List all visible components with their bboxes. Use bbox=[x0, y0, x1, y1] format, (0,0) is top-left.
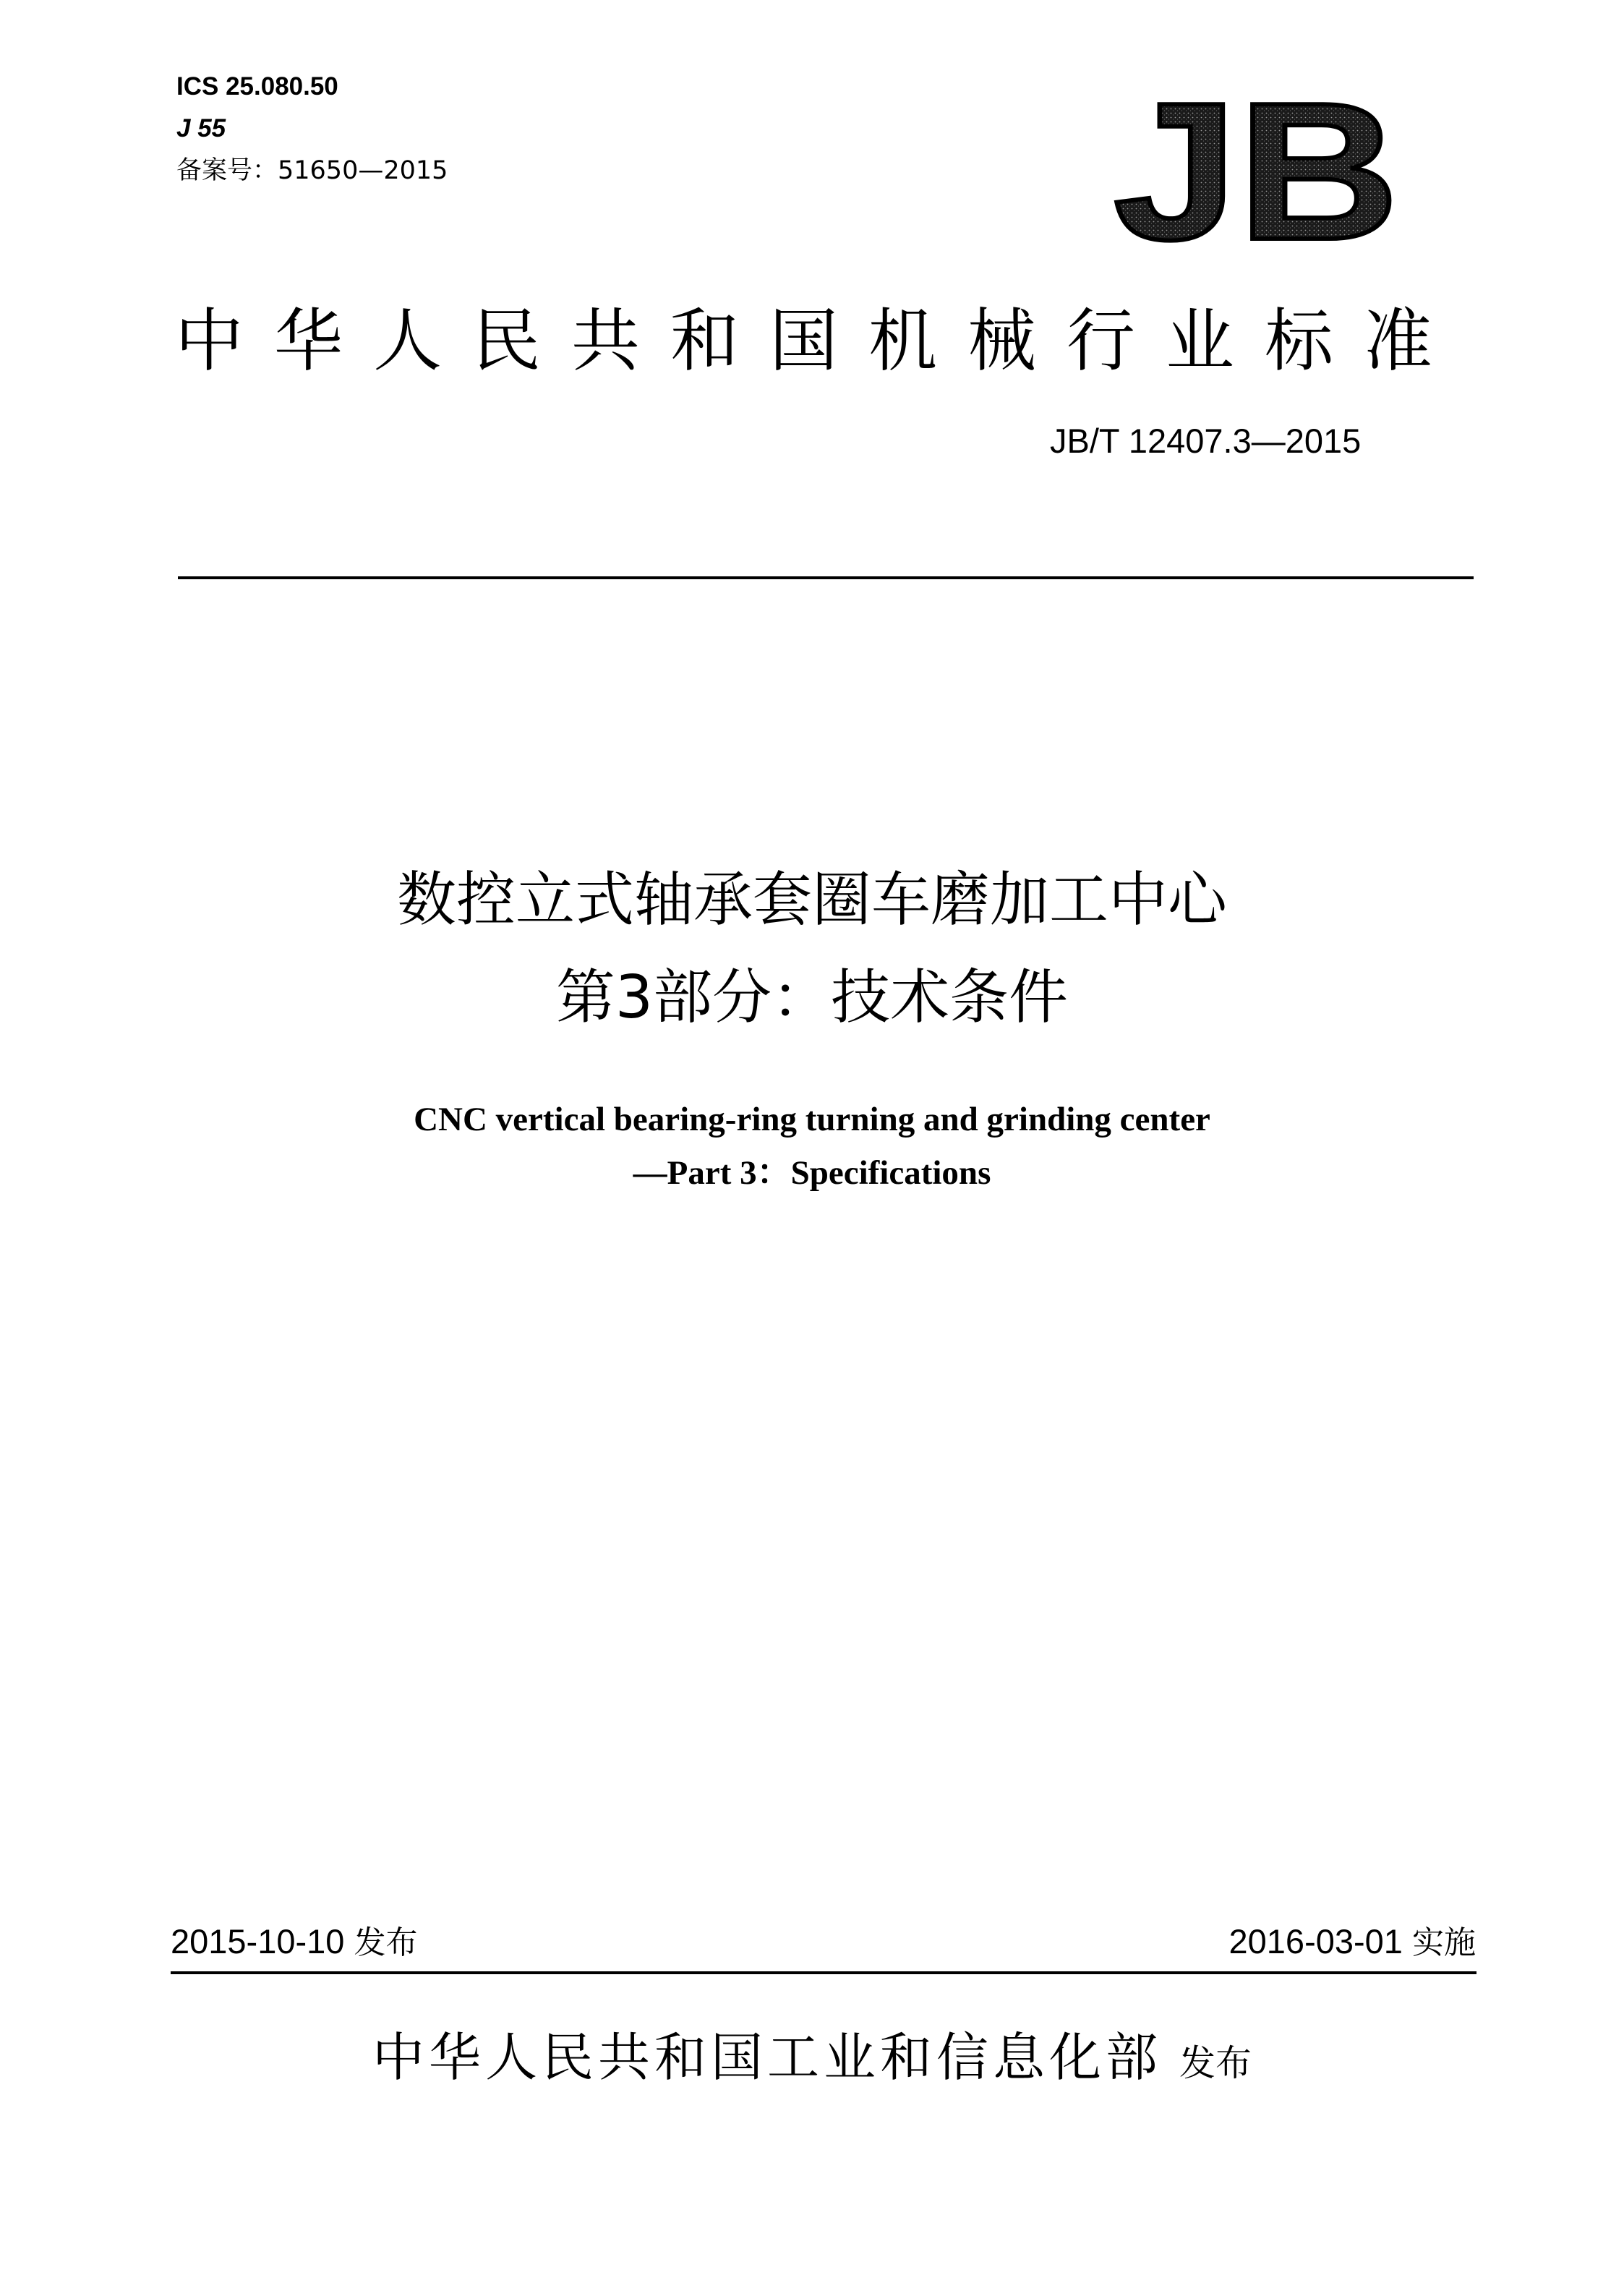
chinese-title-line-2: 第3部分：技术条件 bbox=[555, 963, 1069, 1032]
english-title-line-1: CNC vertical bearing-ring turning and grinding center bbox=[414, 1101, 1210, 1138]
ccs-code: J 55 bbox=[176, 114, 226, 142]
issuer-name: 中华人民共和国工业和信息化部 bbox=[372, 2027, 1162, 2088]
effective-date: 2016-03-01 bbox=[1228, 1922, 1403, 1960]
issuer-suffix: 发布 bbox=[1179, 2042, 1252, 2084]
bottom-divider bbox=[171, 1971, 1476, 1974]
jb-logo bbox=[1114, 90, 1403, 257]
chinese-title-line-1: 数控立式轴承套圈车磨加工中心 bbox=[396, 866, 1227, 934]
issuer-line bbox=[0, 2021, 1624, 2099]
filing-number: 备案号：51650—2015 bbox=[176, 156, 448, 185]
standard-category-title: 中华人民共和国机械行业标准 bbox=[175, 302, 1463, 381]
ics-code: ICS 25.080.50 bbox=[176, 72, 338, 101]
top-divider bbox=[178, 576, 1474, 579]
publish-date-block bbox=[171, 1920, 417, 1965]
effective-label: 实施 bbox=[1412, 1924, 1476, 1961]
english-title-line-2: —Part 3：Specifications bbox=[633, 1154, 991, 1192]
publish-date: 2015-10-10 bbox=[171, 1922, 345, 1960]
publish-label: 发布 bbox=[354, 1924, 418, 1961]
effective-date-block bbox=[1229, 1920, 1476, 1965]
jb-logo-text: JB bbox=[1114, 90, 1399, 257]
standard-number: JB/T 12407.3—2015 bbox=[1050, 422, 1362, 460]
